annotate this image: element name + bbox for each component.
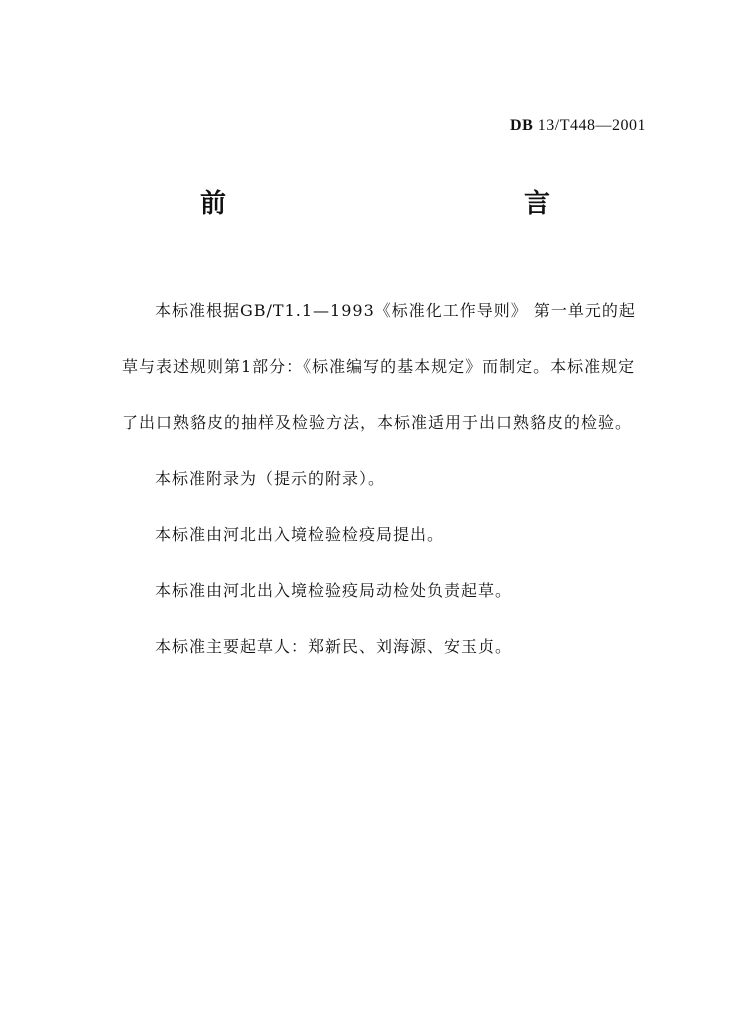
drafting-unit-paragraph: 本标准由河北出入境检验疫局动检处负责起草。: [155, 581, 513, 600]
appendix-paragraph: 本标准附录为（提示的附录）。: [155, 469, 386, 488]
intro-paragraph-line-2: 草与表述规则第1部分：《标准编写的基本规定》而制定。本标准规定: [122, 357, 636, 376]
proposer-paragraph: 本标准由河北出入境检验检疫局提出。: [155, 525, 445, 544]
foreword-body: [122, 283, 662, 675]
standard-code: [510, 117, 646, 135]
intro-paragraph-line-1: 本标准根据GB/T1.1—1993《标准化工作导则》 第一单元的起: [155, 301, 636, 320]
drafters-paragraph: 本标准主要起草人：郑新民、刘海源、安玉贞。: [155, 637, 513, 656]
intro-paragraph-line-3: 了出口熟貉皮的抽样及检验方法，本标准适用于出口熟貉皮的检验。: [122, 413, 633, 432]
standard-code-prefix: DB: [510, 117, 534, 134]
page-title: 前 言: [199, 189, 632, 219]
standard-code-number: 13/T448—2001: [537, 117, 646, 134]
